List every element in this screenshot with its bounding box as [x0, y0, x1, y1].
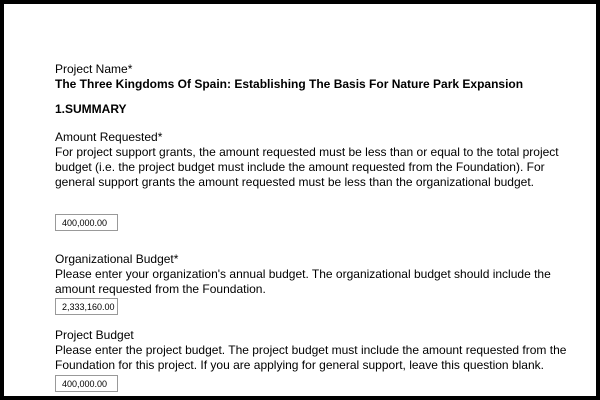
project-budget-description: Please enter the project budget. The project budget must include the amount requested from the Foundation for this project. If you are applying for general support, leave this question blank. — [55, 343, 567, 372]
form-content — [55, 62, 575, 392]
project-budget-field[interactable] — [55, 375, 118, 392]
amount-requested-field[interactable] — [55, 214, 118, 231]
organizational-budget-field[interactable] — [55, 298, 118, 315]
organizational-budget-label: Organizational Budget* — [55, 252, 179, 266]
project-name-label: Project Name* — [55, 62, 133, 76]
amount-requested-label: Amount Requested* — [55, 130, 163, 144]
project-name-value: The Three Kingdoms Of Spain: Establishing The Basis For Nature Park Expansion — [55, 77, 524, 91]
amount-requested-description: For project support grants, the amount requested must be less than or equal to the total project budget (i.e. the project budget must include the amount requested from the Foundation). For general support grants the amount requested must be less than the organizational budget. — [55, 145, 559, 189]
document-page — [4, 4, 596, 396]
section-heading-summary: 1.SUMMARY — [55, 102, 127, 116]
project-budget-label: Project Budget — [55, 328, 134, 342]
organizational-budget-description: Please enter your organization's annual budget. The organizational budget should include the amount requested from the Foundation. — [55, 267, 551, 296]
